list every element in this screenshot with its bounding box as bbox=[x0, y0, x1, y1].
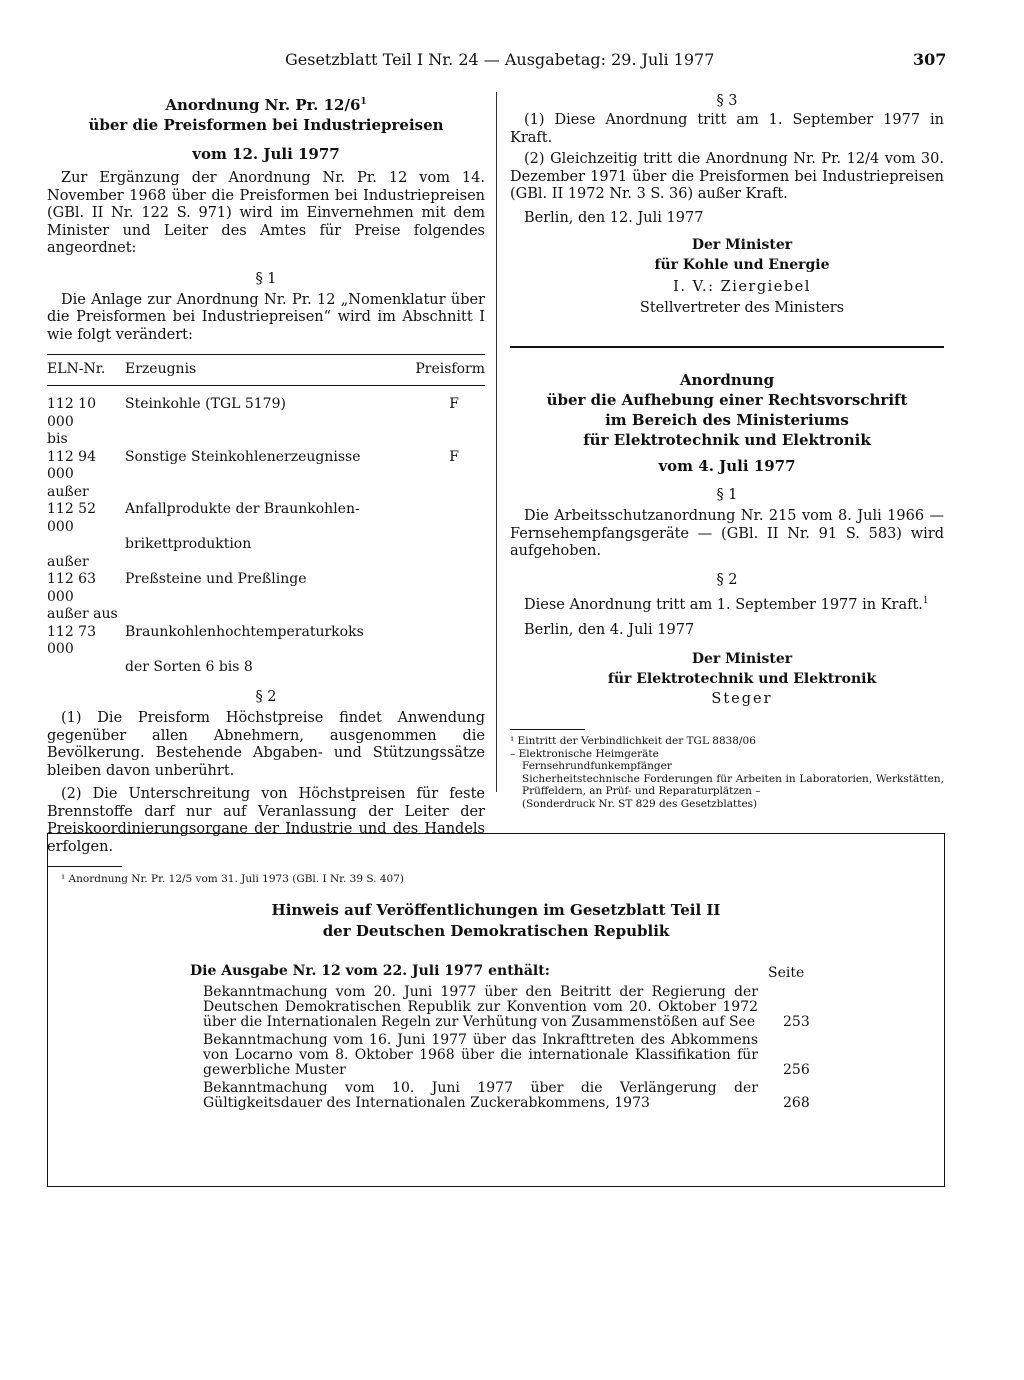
ordinance-2-section-1-text: Die Arbeitsschutzanordnung Nr. 215 vom 8. Juli 1966 — Fernsehempfangsgeräte — (GBl. II Nr. 91 S. 583) wird aufgehoben. bbox=[510, 508, 944, 559]
notice-issue-line bbox=[190, 964, 810, 979]
form-cell bbox=[395, 554, 485, 572]
col-header-form: Preisform bbox=[395, 355, 485, 386]
section-3-label: § 3 bbox=[716, 93, 738, 109]
table-row bbox=[47, 501, 485, 536]
place-date: Berlin, den 12. Juli 1977 bbox=[524, 209, 704, 226]
product-cell bbox=[125, 484, 395, 502]
ordinance-2-signature-title-2: für Elektrotechnik und Elektronik bbox=[607, 671, 877, 688]
footnote-2-line-4: Sicherheitstechnische Forderungen für Arbeiten in Laboratorien, Werkstätten, Prüffeldern, an Prüf- und Reparaturplätzen – bbox=[522, 772, 944, 798]
ordinance-2-signature-block bbox=[510, 649, 944, 689]
table-header-row bbox=[47, 355, 485, 386]
ordinance-2-section-1-label: § 1 bbox=[716, 487, 738, 503]
table-row bbox=[47, 659, 485, 677]
notice-entry bbox=[203, 1081, 810, 1111]
notice-entries bbox=[190, 985, 810, 1111]
ordinance-2-section-2-body: Diese Anordnung tritt am 1. September 1977 in Kraft. bbox=[524, 596, 923, 613]
notice-title-line1: Hinweis auf Veröffentlichungen im Gesetzblatt Teil II bbox=[271, 901, 721, 919]
ordinance-2-title-line2: über die Aufhebung einer Rechtsvorschrift bbox=[546, 391, 908, 409]
left-column bbox=[47, 92, 485, 886]
notice-entry-page: 268 bbox=[783, 1095, 810, 1111]
footnote-ref: 1 bbox=[360, 97, 367, 107]
product-cell: brikettproduktion bbox=[125, 536, 252, 552]
eln-cell: außer bbox=[47, 483, 89, 500]
signature-role: Stellvertreter des Ministers bbox=[639, 300, 845, 316]
form-cell bbox=[395, 571, 485, 606]
ordinance-title bbox=[47, 92, 485, 135]
eln-cell: 112 73 000 bbox=[47, 623, 96, 657]
product-cell bbox=[125, 431, 395, 449]
ordinance-2-title-line1: Anordnung bbox=[679, 371, 775, 389]
notice-entry-text: Bekanntmachung vom 10. Juni 1977 über die Verlängerung der Gültigkeitsdauer des Internationalen Zuckerabkommens, 1973 bbox=[203, 1080, 758, 1111]
form-cell bbox=[395, 431, 485, 449]
form-cell: F bbox=[449, 396, 459, 412]
table-row bbox=[47, 624, 485, 659]
table-body bbox=[47, 386, 485, 677]
col-header-product: Erzeugnis bbox=[125, 355, 395, 386]
ordinance-2-section-2-label: § 2 bbox=[716, 571, 738, 588]
notice-title-line2: der Deutschen Demokratischen Republik bbox=[322, 922, 670, 940]
table-row bbox=[47, 449, 485, 484]
section-3-paragraph-2: (2) Gleichzeitig tritt die Anordnung Nr. Pr. 12/4 vom 30. Dezember 1971 über die Preisformen bei Industriepreisen (GBl. II 1972 Nr. 3 S. 36) außer Kraft. bbox=[510, 151, 944, 202]
ordinance-2-signature-name: Steger bbox=[711, 691, 773, 708]
right-column bbox=[510, 92, 944, 810]
eln-cell: 112 52 000 bbox=[47, 501, 96, 535]
ordinance-2-section-2-text bbox=[510, 593, 944, 614]
product-cell: Preßsteine und Preßlinge bbox=[125, 571, 307, 587]
section-1-text: Die Anlage zur Anordnung Nr. Pr. 12 „Nomenklatur über die Preisformen bei Industriepreisen“ wird im Abschnitt I wie folgt verändert: bbox=[47, 291, 485, 343]
eln-cell: 112 10 000 bbox=[47, 396, 96, 430]
section-2-label: § 2 bbox=[255, 689, 277, 705]
page-number: 307 bbox=[913, 50, 947, 69]
page-header bbox=[0, 50, 1024, 74]
product-cell: Braunkohlenhochtemperaturkoks bbox=[125, 623, 364, 640]
ordinance-2-title-line3: im Bereich des Ministeriums bbox=[605, 411, 849, 429]
footnote-2-line-1: ¹ Eintritt der Verbindlichkeit der TGL 8838/06 bbox=[510, 735, 756, 748]
footnote-ref-2: 1 bbox=[922, 595, 929, 606]
product-cell: Steinkohle (TGL 5179) bbox=[125, 396, 286, 412]
section-3-paragraph-1: (1) Diese Anordnung tritt am 1. September 1977 in Kraft. bbox=[510, 112, 944, 146]
footnote: ¹ Anordnung Nr. Pr. 12/5 vom 31. Juli 1973 (GBl. I Nr. 39 S. 407) bbox=[61, 873, 404, 885]
table-row bbox=[47, 606, 485, 624]
ordinance-2-date: vom 4. Juli 1977 bbox=[658, 457, 796, 475]
eln-cell: bis bbox=[47, 431, 68, 447]
column-divider bbox=[496, 92, 497, 792]
form-cell bbox=[395, 659, 485, 677]
ordinance-2-title bbox=[510, 370, 944, 450]
notice-entry-page: 256 bbox=[783, 1062, 810, 1078]
price-form-table bbox=[47, 354, 485, 676]
signature-name: I. V.: Ziergiebel bbox=[673, 279, 811, 295]
eln-cell: 112 63 000 bbox=[47, 571, 96, 605]
signature-title-1: Der Minister bbox=[691, 237, 793, 253]
signature-name-block bbox=[510, 277, 944, 319]
notice-box bbox=[47, 833, 945, 1187]
form-cell bbox=[395, 536, 485, 554]
notice-entry-text: Bekanntmachung vom 20. Juni 1977 über den Beitritt der Regierung der Deutschen Demokratischen Republik zur Konvention vom 20. Oktober 1972 über die Internationalen Regeln zur Verhütung von Zusammenstößen auf See bbox=[203, 984, 758, 1030]
notice-entry bbox=[203, 985, 810, 1030]
table-row bbox=[47, 536, 485, 554]
footnote-2-line-5: (Sonderdruck Nr. ST 829 des Gesetzblattes) bbox=[522, 797, 758, 810]
product-cell: Anfallprodukte der Braunkohlen- bbox=[125, 501, 360, 517]
form-cell bbox=[395, 501, 485, 536]
footnote-2-line-3: Fernsehrundfunkempfänger bbox=[522, 760, 672, 773]
notice-title bbox=[48, 900, 944, 942]
notice-entry-text: Bekanntmachung vom 16. Juni 1977 über das Inkrafttreten des Abkommens von Locarno vom 8. Oktober 1968 über die internationale Klassifikation für gewerbliche Muster bbox=[203, 1032, 758, 1078]
seite-label: Seite bbox=[768, 965, 805, 981]
notice-issue: Die Ausgabe Nr. 12 vom 22. Juli 1977 enthält: bbox=[190, 963, 550, 979]
eln-cell bbox=[47, 659, 125, 677]
section-1-label: § 1 bbox=[255, 270, 277, 287]
form-cell bbox=[395, 624, 485, 659]
form-cell bbox=[395, 606, 485, 624]
section-divider bbox=[510, 346, 944, 348]
table-row bbox=[47, 431, 485, 449]
notice-entry-page: 253 bbox=[783, 1014, 810, 1030]
form-cell: F bbox=[449, 448, 459, 465]
eln-cell: außer bbox=[47, 553, 89, 570]
ordinance-2-signature-title-1: Der Minister bbox=[691, 651, 793, 668]
product-cell bbox=[125, 554, 395, 572]
signature-block bbox=[510, 235, 944, 275]
table-row bbox=[47, 554, 485, 572]
ordinance-2-place-date: Berlin, den 4. Juli 1977 bbox=[524, 621, 695, 638]
ordinance-date: vom 12. Juli 1977 bbox=[192, 145, 340, 163]
footnote-2 bbox=[510, 735, 944, 810]
product-cell: Sonstige Steinkohlenerzeugnisse bbox=[125, 448, 361, 465]
signature-title-2: für Kohle und Energie bbox=[654, 257, 830, 273]
section-2-paragraph-2: (2) Die Unterschreitung von Höchstpreisen für feste Brennstoffe darf nur auf Veranlassung der Leiter der Preiskoordinierungsorgane der Industrie und des Handels erfolgen. bbox=[47, 786, 485, 855]
ordinance-2-title-line4: für Elektrotechnik und Elektronik bbox=[583, 431, 871, 449]
table-row bbox=[47, 571, 485, 606]
header-title: Gesetzblatt Teil I Nr. 24 — Ausgabetag: 29. Juli 1977 bbox=[285, 50, 715, 69]
section-2-paragraph-1: (1) Die Preisform Höchstpreise findet Anwendung gegenüber allen Abnehmern, ausgenommen die Bevölkerung. Bestehende Abgaben- und Stützungssätze bleiben davon unberührt. bbox=[47, 710, 485, 779]
table-row bbox=[47, 386, 485, 432]
product-cell bbox=[125, 606, 395, 624]
product-cell: der Sorten 6 bis 8 bbox=[125, 658, 253, 675]
eln-cell: außer aus bbox=[47, 606, 118, 622]
footnote-rule-2 bbox=[510, 729, 585, 730]
notice-entry bbox=[203, 1033, 810, 1078]
notice-contents bbox=[190, 964, 810, 1111]
eln-cell bbox=[47, 536, 125, 554]
ordinance-title-line2: über die Preisformen bei Industriepreisen bbox=[88, 116, 444, 134]
intro-paragraph: Zur Ergänzung der Anordnung Nr. Pr. 12 vom 14. November 1968 über die Preisformen bei Industriepreisen (GBl. II Nr. 122 S. 971) wird im Einvernehmen mit dem Minister und Leiter des Amtes für Preise folgendes angeordnet: bbox=[47, 170, 485, 256]
col-header-eln: ELN-Nr. bbox=[47, 355, 125, 386]
table-row bbox=[47, 484, 485, 502]
eln-cell: 112 94 000 bbox=[47, 448, 96, 482]
footnote-2-line-2: – Elektronische Heimgeräte bbox=[510, 747, 659, 760]
ordinance-title-line1: Anordnung Nr. Pr. 12/6 bbox=[165, 96, 361, 114]
form-cell bbox=[395, 484, 485, 502]
